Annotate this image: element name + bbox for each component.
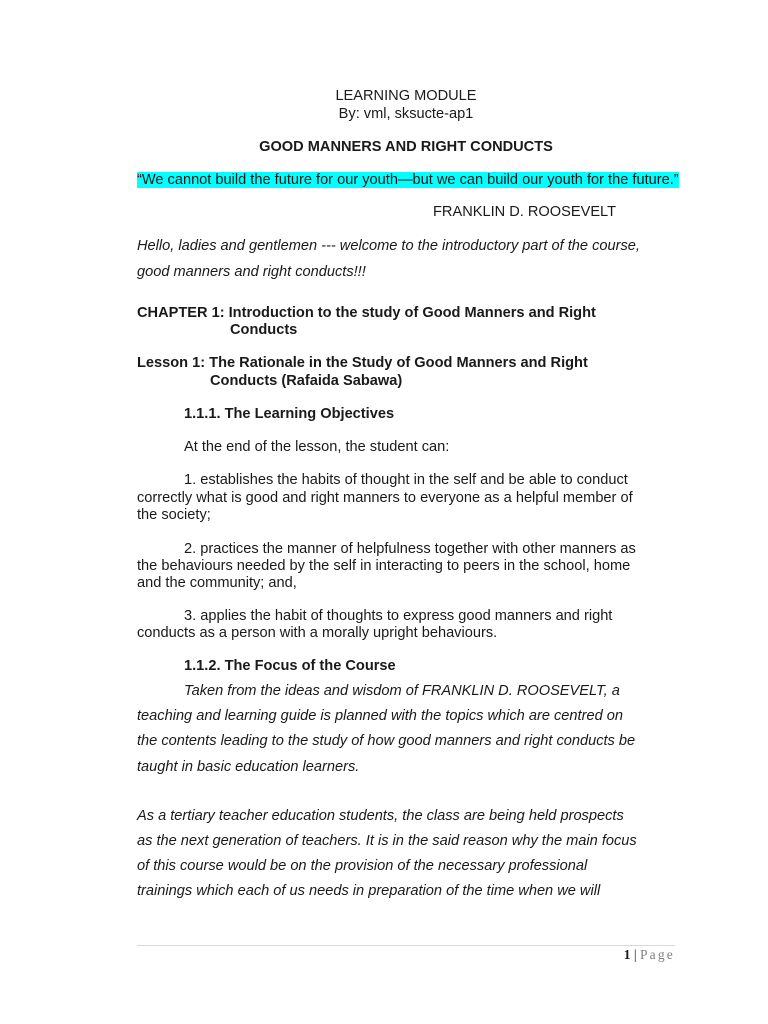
focus-paragraph-line: of this course would be on the provision of the necessary professional bbox=[137, 858, 588, 874]
objective-item-line: correctly what is good and right manners to everyone as a helpful member of bbox=[137, 490, 633, 506]
objective-item-line: 2. practices the manner of helpfulness together with other manners as bbox=[184, 541, 636, 557]
focus-paragraph-line: teaching and learning guide is planned with the topics which are centred on bbox=[137, 708, 623, 724]
chapter-heading-cont: Conducts bbox=[230, 322, 298, 338]
objectives-heading: 1.1.1. The Learning Objectives bbox=[184, 406, 395, 422]
quote-author: FRANKLIN D. ROOSEVELT bbox=[433, 204, 616, 220]
lesson-heading: Lesson 1: The Rationale in the Study of Good Manners and Right bbox=[137, 355, 588, 371]
focus-paragraph-line: Taken from the ideas and wisdom of FRANKLIN D. ROOSEVELT, a bbox=[184, 683, 620, 699]
focus-paragraph-line: taught in basic education learners. bbox=[137, 759, 360, 775]
footer-divider bbox=[137, 945, 675, 946]
objectives-lead: At the end of the lesson, the student can: bbox=[184, 439, 450, 455]
intro-line: good manners and right conducts!!! bbox=[137, 264, 366, 280]
objective-item-line: conducts as a person with a morally upright behaviours. bbox=[137, 625, 498, 641]
page-label: Page bbox=[639, 947, 675, 962]
objective-item-line: 1. establishes the habits of thought in the self and be able to conduct bbox=[184, 472, 628, 488]
module-title: LEARNING MODULE bbox=[335, 88, 477, 104]
chapter-heading: CHAPTER 1: Introduction to the study of Good Manners and Right bbox=[137, 305, 596, 321]
objective-item-line: and the community; and, bbox=[137, 575, 297, 591]
focus-paragraph-line: as the next generation of teachers. It is in the said reason why the main focus bbox=[137, 833, 637, 849]
quote-text: “We cannot build the future for our youth—but we can build our youth for the future.” bbox=[137, 172, 679, 188]
byline: By: vml, sksucte-ap1 bbox=[338, 106, 474, 122]
page-number: 1 bbox=[623, 947, 631, 962]
page-footer bbox=[624, 947, 675, 963]
quote-block bbox=[137, 171, 679, 189]
objective-item-line: the behaviours needed by the self in interacting to peers in the school, home bbox=[137, 558, 631, 574]
focus-heading: 1.1.2. The Focus of the Course bbox=[184, 658, 396, 674]
page-separator: | bbox=[633, 947, 637, 962]
focus-paragraph-line: As a tertiary teacher education students, the class are being held prospects bbox=[137, 808, 624, 824]
focus-paragraph-line: the contents leading to the study of how good manners and right conducts be bbox=[137, 733, 636, 749]
objective-item-line: 3. applies the habit of thoughts to express good manners and right bbox=[184, 608, 613, 624]
document-title: GOOD MANNERS AND RIGHT CONDUCTS bbox=[259, 139, 553, 155]
intro-line: Hello, ladies and gentlemen --- welcome to the introductory part of the course, bbox=[137, 238, 640, 254]
objective-item-line: the society; bbox=[137, 507, 211, 523]
lesson-heading-cont: Conducts (Rafaida Sabawa) bbox=[210, 373, 403, 389]
focus-paragraph-line: trainings which each of us needs in preparation of the time when we will bbox=[137, 883, 601, 899]
